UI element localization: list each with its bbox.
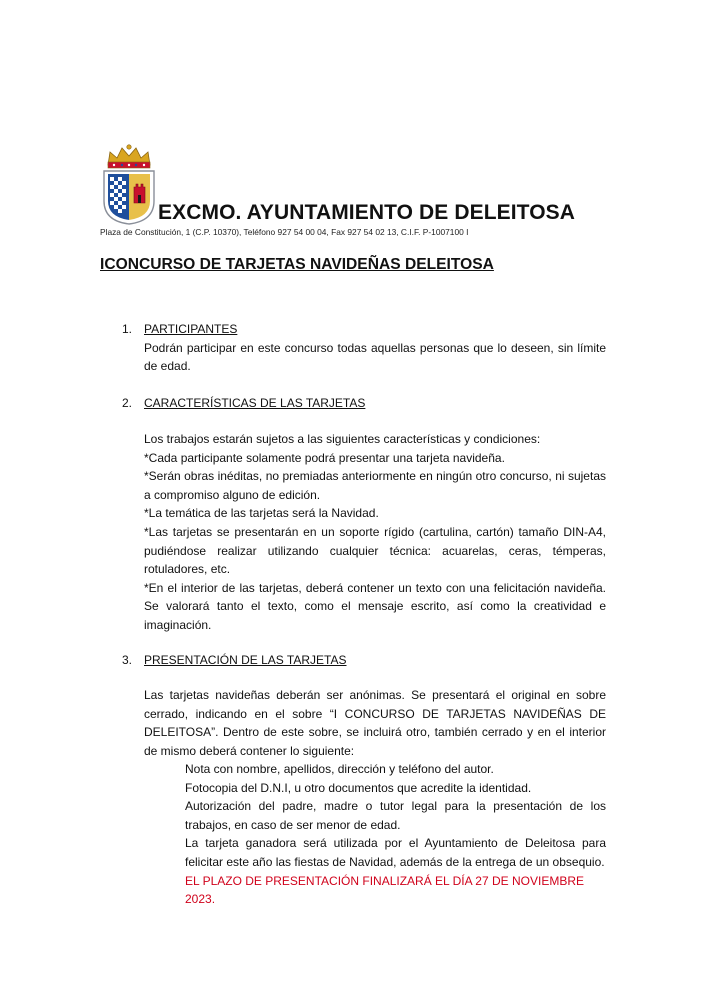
paragraph: Los trabajos estarán sujetos a las siguientes características y condiciones: — [144, 432, 541, 446]
section-number: 1. — [122, 322, 133, 336]
organization-title: EXCMO. AYUNTAMIENTO DE DELEITOSA — [158, 201, 576, 224]
requirements-list — [185, 760, 606, 909]
coat-of-arms-icon — [100, 143, 158, 225]
document-title: ICONCURSO DE TARJETAS NAVIDEÑAS DELEITOSA — [100, 256, 494, 273]
list-item: Fotocopia del D.N.I, u otro documentos que acredite la identidad. — [185, 780, 532, 795]
paragraph: Las tarjetas navideñas deberán ser anónimas. Se presentará el original en sobre cerrado, indicando en el sobre “I CONCURSO DE TARJETAS NAVIDEÑAS DE DELEITOSA”. Dentro de este sobre, se incluirá otro, también cerrado y en el interior de mismo deberá contener lo siguiente: — [144, 688, 606, 758]
deadline-notice: EL PLAZO DE PRESENTACIÓN FINALIZARÁ EL DÍA 27 DE NOVIEMBRE 2023. — [185, 873, 584, 907]
list-item: La tarjeta ganadora será utilizada por el Ayuntamiento de Deleitosa para felicitar este año las fiestas de Navidad, además de la entrega de un obsequio. — [185, 836, 606, 869]
section-heading: PARTICIPANTES — [144, 322, 238, 336]
paragraph: *En el interior de las tarjetas, deberá contener un texto con una felicitación navideña. Se valorará tanto el texto, como el mensaje escrito, así como la creatividad e imaginación. — [144, 580, 606, 632]
section-body — [144, 339, 606, 376]
organization-address: Plaza de Constitución, 1 (C.P. 10370), Teléfono 927 54 00 04, Fax 927 54 02 13, C.I.F. P-1007100 I — [100, 227, 469, 237]
paragraph: *Las tarjetas se presentarán en un soporte rígido (cartulina, cartón) tamaño DIN-A4, pudiéndose realizar utilizando cualquier técnica: acuarelas, ceras, témperas, rotuladores, etc. — [144, 524, 606, 577]
paragraph: *La temática de las tarjetas será la Navidad. — [144, 506, 379, 521]
paragraph: *Serán obras inéditas, no premiadas anteriormente en ningún otro concurso, ni sujetas a compromiso alguno de edición. — [144, 469, 606, 502]
section-body — [144, 686, 606, 760]
section-heading: CARACTERÍSTICAS DE LAS TARJETAS — [144, 396, 366, 410]
list-item: Nota con nombre, apellidos, dirección y teléfono del autor. — [185, 762, 494, 776]
section-body — [144, 430, 606, 635]
section-heading: PRESENTACIÓN DE LAS TARJETAS — [144, 653, 347, 667]
paragraph: *Cada participante solamente podrá presentar una tarjeta navideña. — [144, 450, 505, 465]
section-number: 2. — [122, 396, 133, 410]
section-number: 3. — [122, 653, 133, 667]
paragraph: Podrán participar en este concurso todas aquellas personas que lo deseen, sin límite de edad. — [144, 340, 606, 374]
list-item: Autorización del padre, madre o tutor legal para la presentación de los trabajos, en caso de ser menor de edad. — [185, 799, 606, 832]
